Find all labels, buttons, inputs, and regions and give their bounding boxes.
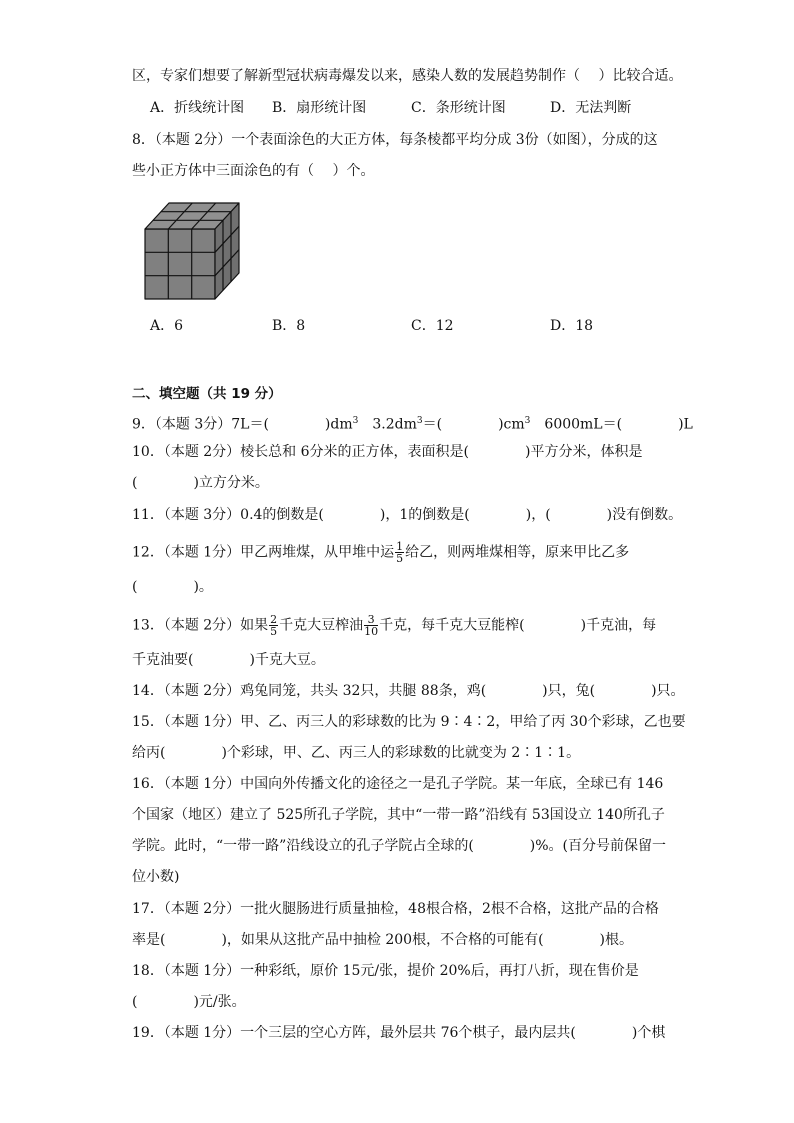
section-title-fill-in: 二、填空题（共 19 分）	[132, 386, 282, 402]
q16-line3: 学院。此时，“一带一路”沿线设立的孔子学院占全球的( )%。(百分号前保留一	[132, 838, 667, 854]
q15-line1: 15．（本题 1分）甲、乙、丙三人的彩球数的比为 9∶4∶2，甲给了丙 30个彩球，乙也要	[132, 714, 686, 730]
q12-line2: ( )。	[132, 579, 213, 595]
q7-stem: 区，专家们想要了解新型冠状病毒爆发以来，感染人数的发展趋势制作（ ）比较合适。	[132, 68, 683, 84]
q18-line1: 18．（本题 1分）一种彩纸，原价 15元/张，提价 20%后，再打八折，现在售价是	[132, 963, 639, 979]
q7-option-b[interactable]: B．扇形统计图	[272, 100, 367, 116]
q8-option-a[interactable]: A．6	[150, 318, 184, 334]
q13-fraction-2: $\frac{3}{10}$	[364, 613, 379, 638]
q13-line1: 13．（本题 2分）如果 $\frac{2}{5}$ 千克大豆榨油 $\frac{3}{10}$ 千克，每千克大豆能榨( )千克油，每	[132, 613, 657, 638]
q9-line: 9．（本题 3分）7L＝( )$dm^3$ $3.2dm^3=$( )$cm^3$ 6000mL＝( )L	[132, 416, 693, 433]
q7-option-d[interactable]: D．无法判断	[550, 100, 632, 116]
q10-line1: 10．（本题 2分）棱长总和 6分米的正方体，表面积是( )平方分米，体积是	[132, 444, 643, 460]
q11-line: 11．（本题 3分）0.4的倒数是( )，1的倒数是( )，( )没有倒数。	[132, 507, 683, 523]
q13-fraction-1: $\frac{2}{5}$	[270, 613, 278, 638]
q10-line2: ( )立方分米。	[132, 475, 269, 491]
q8-option-c[interactable]: C．12	[411, 318, 454, 334]
q8-option-d[interactable]: D．18	[550, 318, 594, 334]
q13-line2: 千克油要( )千克大豆。	[132, 652, 325, 668]
q17-line2: 率是( )，如果从这批产品中抽检 200根，不合格的可能有( )根。	[132, 932, 634, 948]
q12-line1: 12．（本题 1分）甲乙两堆煤，从甲堆中运 $\frac{1}{5}$ 给乙，则两堆煤相等，原来甲比乙多	[132, 540, 630, 565]
q8-option-b[interactable]: B．8	[272, 318, 306, 334]
q17-line1: 17．（本题 2分）一批火腿肠进行质量抽检，48根合格，2根不合格，这批产品的合格	[132, 901, 659, 917]
q12-fraction: $\frac{1}{5}$	[396, 540, 404, 565]
q16-line4: 位小数)	[132, 869, 180, 885]
q16-line1: 16．（本题 1分）中国向外传播文化的途径之一是孔子学院。某一年底，全球已有 146	[132, 776, 664, 792]
q8-stem-line2: 些小正方体中三面涂色的有（ ）个。	[132, 163, 375, 179]
q18-line2: ( )元/张。	[132, 994, 246, 1010]
cube-figure	[143, 201, 243, 303]
q14-line: 14．（本题 2分）鸡兔同笼，共头 32只，共腿 88条，鸡( )只，兔( )只。	[132, 683, 685, 699]
q7-option-a[interactable]: A．折线统计图	[150, 100, 245, 116]
q16-line2: 个国家（地区）建立了 525所孔子学院，其中“一带一路”沿线有 53国设立 140所孔子	[132, 807, 665, 823]
q19-line: 19．（本题 1分）一个三层的空心方阵，最外层共 76个棋子，最内层共( )个棋	[132, 1025, 666, 1041]
q15-line2: 给丙( )个彩球，甲、乙、丙三人的彩球数的比就变为 2∶1∶1。	[132, 745, 581, 761]
q8-stem-line1: 8．（本题 2分）一个表面涂色的大正方体，每条棱都平均分成 3份（如图），分成的这	[132, 132, 658, 148]
cube-front-face	[145, 229, 215, 299]
q7-option-c[interactable]: C．条形统计图	[411, 100, 506, 116]
